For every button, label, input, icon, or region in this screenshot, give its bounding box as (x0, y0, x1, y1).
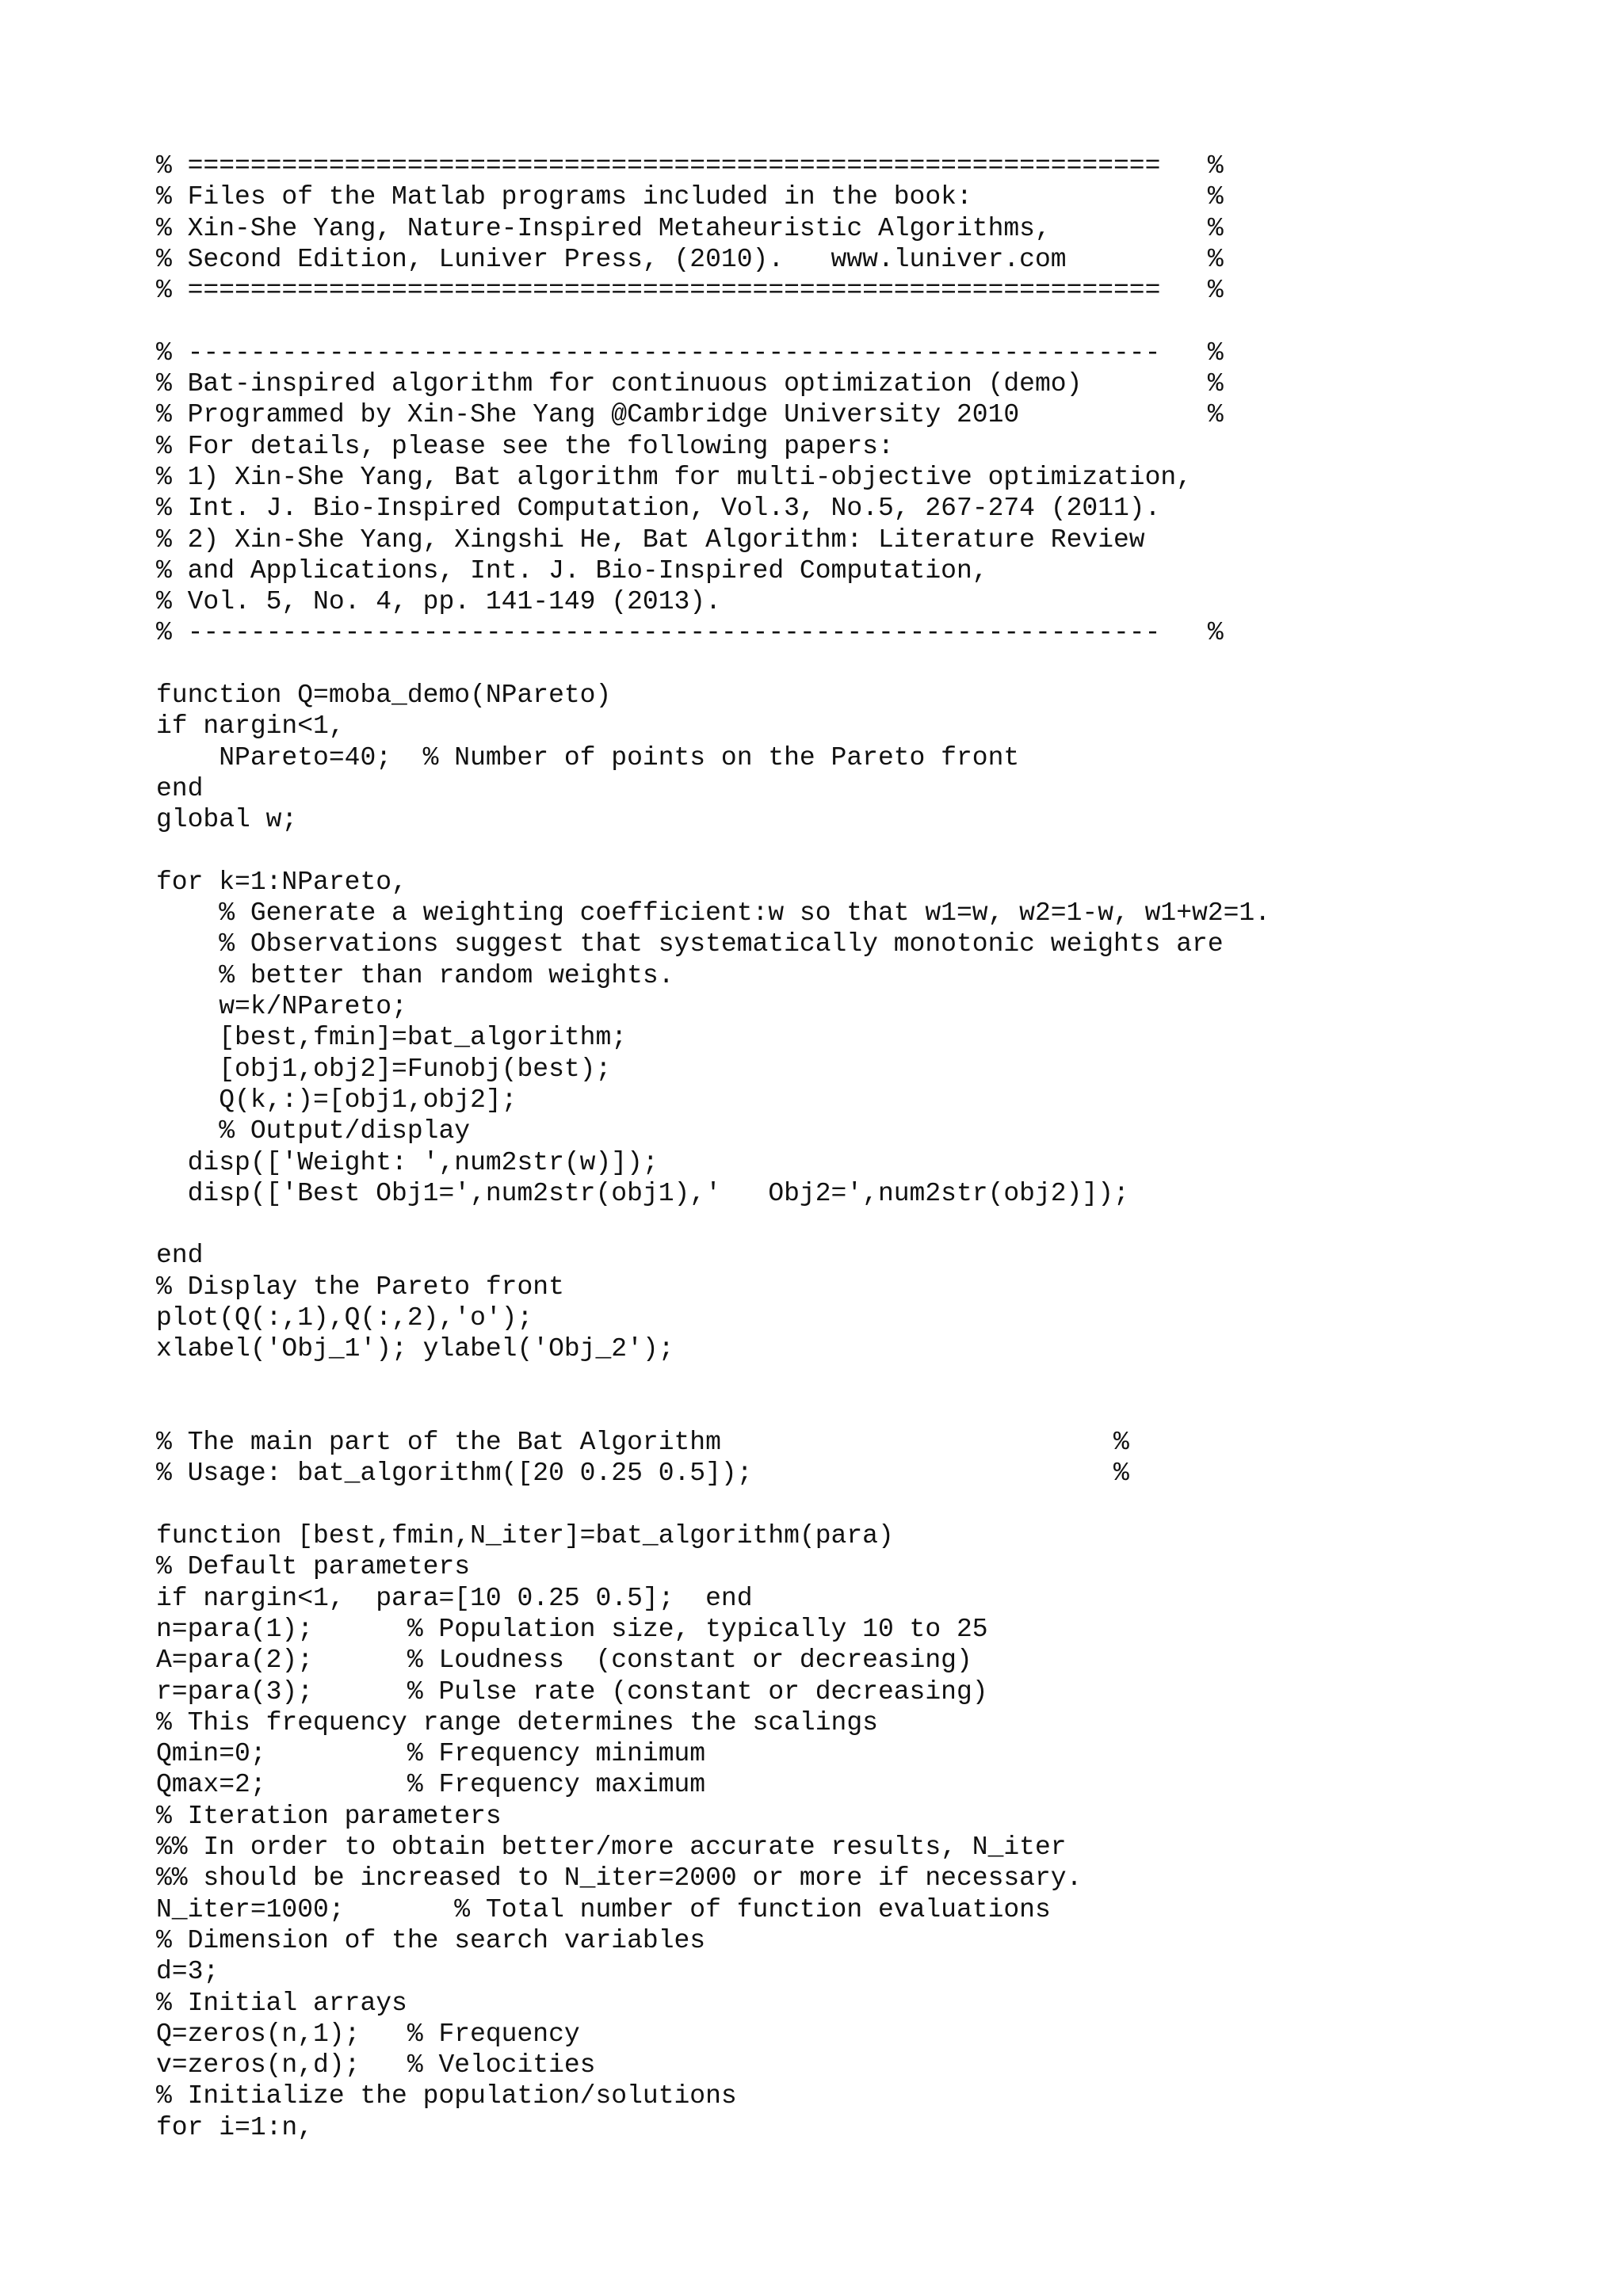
code-line: r=para(3); % Pulse rate (constant or decreasing) (156, 1676, 988, 1707)
code-line: % Observations suggest that systematically monotonic weights are (156, 929, 1224, 959)
code-line: % ============================================================== % (156, 151, 1224, 181)
code-line: Qmin=0; % Frequency minimum (156, 1739, 706, 1769)
code-line: Qmax=2; % Frequency maximum (156, 1770, 706, 1800)
code-line: % Iteration parameters (156, 1801, 502, 1831)
code-line (156, 1209, 1270, 1240)
code-line: % Dimension of the search variables (156, 1925, 706, 1955)
code-line: % For details, please see the following papers: (156, 431, 894, 461)
code-line (156, 1365, 1270, 1396)
code-line: % -------------------------------------------------------------- % (156, 338, 1224, 368)
code-line: % Bat-inspired algorithm for continuous optimization (demo) % (156, 369, 1224, 399)
code-line: % Output/display (156, 1116, 471, 1146)
code-line: % -------------------------------------------------------------- % (156, 618, 1224, 648)
code-line (156, 1489, 1270, 1520)
code-line: % Xin-She Yang, Nature-Inspired Metaheuristic Algorithms, % (156, 213, 1224, 243)
code-line: Q=zeros(n,1); % Frequency (156, 2019, 580, 2049)
code-line: % Display the Pareto front (156, 1272, 564, 1302)
code-line: disp(['Best Obj1=',num2str(obj1),' Obj2=',num2str(obj2)]); (156, 1178, 1129, 1208)
code-line: xlabel('Obj_1'); ylabel('Obj_2'); (156, 1334, 674, 1364)
code-line (156, 1396, 1270, 1427)
code-line: NPareto=40; % Number of points on the Pareto front (156, 742, 1020, 772)
code-line: [obj1,obj2]=Funobj(best); (156, 1054, 612, 1084)
code-line: % Vol. 5, No. 4, pp. 141-149 (2013). (156, 587, 721, 617)
code-line: % Generate a weighting coefficient:w so that w1=w, w2=1-w, w1+w2=1. (156, 898, 1271, 929)
code-line: % 2) Xin-She Yang, Xingshi He, Bat Algorithm: Literature Review (156, 524, 1145, 555)
code-line: function Q=moba_demo(NPareto) (156, 681, 612, 711)
code-line: if nargin<1, (156, 711, 345, 742)
code-line: %% In order to obtain better/more accurate results, N_iter (156, 1833, 1067, 1863)
code-line: % Initialize the population/solutions (156, 2081, 737, 2111)
code-line: %% should be increased to N_iter=2000 or more if necessary. (156, 1863, 1083, 1894)
code-line: % better than random weights. (156, 960, 674, 990)
code-line: function [best,fmin,N_iter]=bat_algorithm(para) (156, 1521, 894, 1551)
code-line: Q(k,:)=[obj1,obj2]; (156, 1085, 517, 1115)
code-line: if nargin<1, para=[10 0.25 0.5]; end (156, 1583, 753, 1613)
code-line: % ============================================================== % (156, 276, 1224, 306)
code-line: plot(Q(:,1),Q(:,2),'o'); (156, 1302, 533, 1333)
code-line: % Int. J. Bio-Inspired Computation, Vol.3, No.5, 267-274 (2011). (156, 494, 1161, 524)
code-line: % and Applications, Int. J. Bio-Inspired Computation, (156, 555, 988, 585)
code-line: A=para(2); % Loudness (constant or decreasing) (156, 1646, 972, 1676)
code-line: end (156, 773, 204, 803)
code-line (156, 836, 1270, 867)
code-line: n=para(1); % Population size, typically 10 to 25 (156, 1614, 988, 1644)
code-line: % The main part of the Bat Algorithm % (156, 1428, 1129, 1458)
code-line: % Default parameters (156, 1552, 471, 1582)
code-line: d=3; (156, 1957, 220, 1987)
code-line: % Initial arrays (156, 1988, 407, 2018)
code-line: v=zeros(n,d); % Velocities (156, 2050, 596, 2081)
code-line: for i=1:n, (156, 2112, 314, 2142)
code-line: % Usage: bat_algorithm([20 0.25 0.5]); % (156, 1459, 1129, 1489)
code-line: [best,fmin]=bat_algorithm; (156, 1023, 628, 1053)
code-line (156, 306, 1270, 337)
code-line: % Second Edition, Luniver Press, (2010). www.luniver.com % (156, 244, 1224, 274)
code-line: % Files of the Matlab programs included in the book: % (156, 182, 1224, 212)
code-line (156, 649, 1270, 680)
code-line: w=k/NPareto; (156, 992, 407, 1022)
code-line: end (156, 1241, 204, 1271)
matlab-code-listing (156, 151, 1270, 2143)
code-line: % 1) Xin-She Yang, Bat algorithm for multi-objective optimization, (156, 462, 1193, 492)
code-line: for k=1:NPareto, (156, 867, 407, 897)
code-line: disp(['Weight: ',num2str(w)]); (156, 1147, 659, 1177)
code-line: N_iter=1000; % Total number of function evaluations (156, 1894, 1051, 1924)
code-line: global w; (156, 805, 298, 835)
code-line: % Programmed by Xin-She Yang @Cambridge University 2010 % (156, 400, 1224, 430)
code-line: % This frequency range determines the scalings (156, 1707, 878, 1737)
